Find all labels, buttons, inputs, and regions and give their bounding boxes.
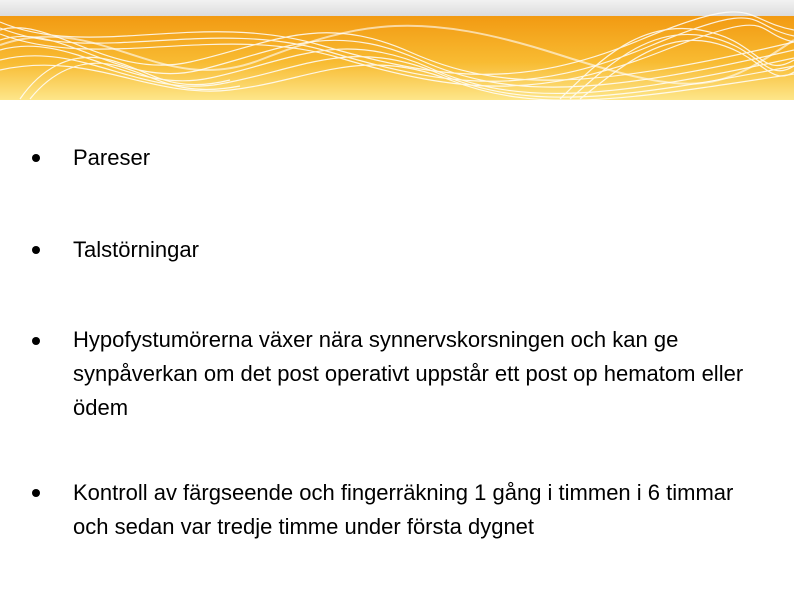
bullet-item-talstorningar	[73, 233, 763, 267]
bullet-marker	[32, 337, 40, 345]
bullet-marker	[32, 246, 40, 254]
bullet-item-hypofystumorerna	[73, 323, 763, 425]
bullet-text: Hypofystumörerna växer nära synnervskorsningen och kan ge synpåverkan om det post operativt uppstår ett post op hematom eller ödem	[73, 327, 744, 420]
bullet-text: Kontroll av färgseende och fingerräkning 1 gång i timmen i 6 timmar och sedan var tredje timme under första dygnet	[73, 480, 734, 539]
bullet-item-pareser	[73, 141, 763, 175]
bullet-marker	[32, 154, 40, 162]
bullet-item-kontroll	[73, 476, 763, 544]
bullet-text: Talstörningar	[73, 237, 199, 262]
bullet-marker	[32, 489, 40, 497]
bullet-text: Pareser	[73, 145, 151, 170]
